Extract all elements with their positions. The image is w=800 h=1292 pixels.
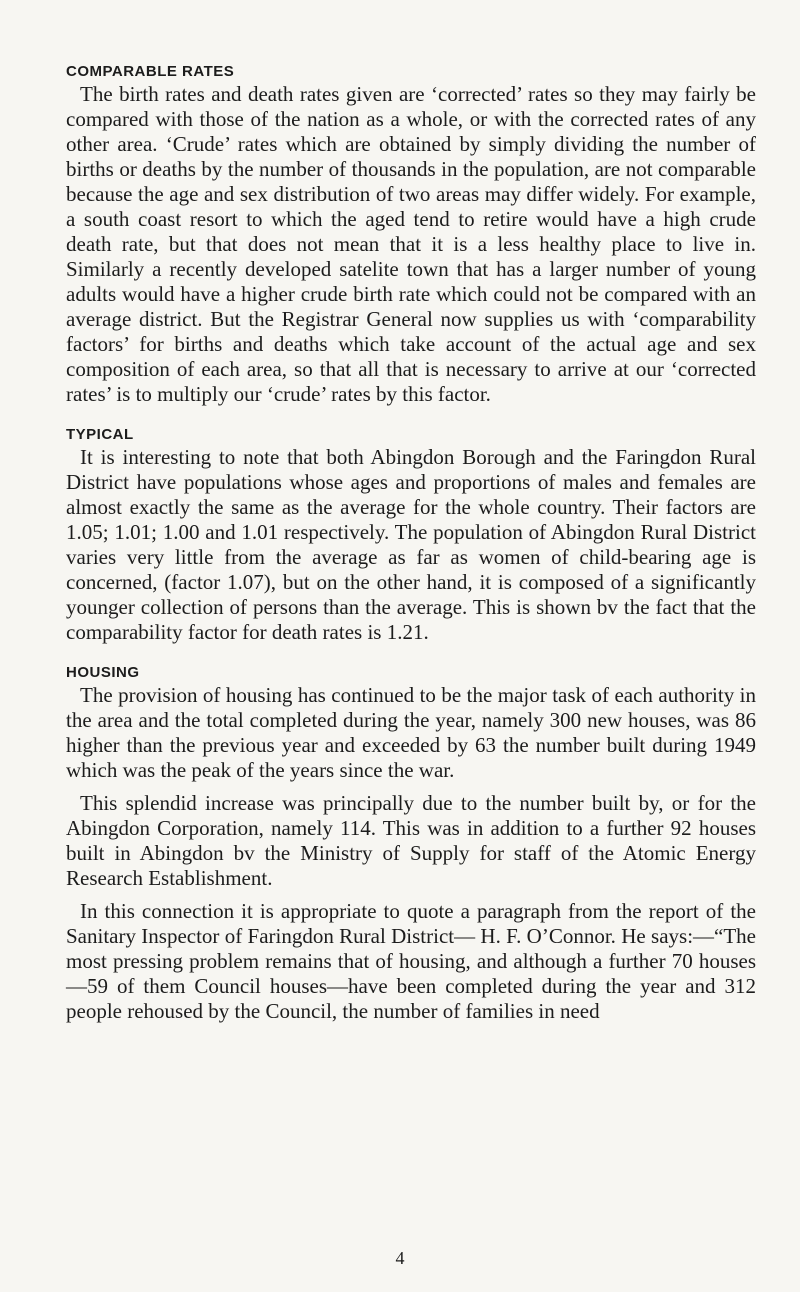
section-heading: TYPICAL bbox=[66, 426, 134, 443]
page-number: 4 bbox=[395, 1248, 405, 1268]
paragraph: The birth rates and death rates given are ‘corrected’ rates so they may fairly be compared with those of the nation as a whole, or with the corrected rates of any other area. ‘Crude’ rates which are obtained by simply dividing the number of births or deaths by the number of thousands in the population, are not comparable because the age and sex distribution of two areas may differ widely. For example, a south coast resort to which the aged tend to retire would have a high crude death rate, but that does not mean that it is a less healthy place to live in. Similarly a recently developed satelite town that has a larger number of young adults would have a higher crude birth rate which could not be compared with an average district. But the Registrar General now supplies us with ‘comparability factors’ for births and deaths which take account of the actual age and sex composition of each area, so that all that is necessary to arrive at our ‘corrected rates’ is to multiply our ‘crude’ rates by this factor. bbox=[66, 82, 756, 406]
section-comparable-rates bbox=[66, 62, 756, 407]
document-page bbox=[66, 62, 756, 1042]
section-heading: COMPARABLE RATES bbox=[66, 63, 235, 80]
section-typical bbox=[66, 425, 756, 645]
section-heading: HOUSING bbox=[66, 664, 140, 681]
paragraph: This splendid increase was principally due to the number built by, or for the Abingdon Corporation, namely 114. This was in addition to a further 92 houses built in Abingdon bv the Ministry of Supply for staff of the Atomic Energy Research Establishment. bbox=[66, 791, 756, 890]
section-housing bbox=[66, 663, 756, 1024]
paragraph: It is interesting to note that both Abingdon Borough and the Faringdon Rural District have populations whose ages and proportions of males and females are almost exactly the same as the average for the whole country. Their factors are 1.05; 1.01; 1.00 and 1.01 respectively. The population of Abingdon Rural District varies very little from the average as far as women of child-bearing age is concerned, (factor 1.07), but on the other hand, it is composed of a significantly younger collection of persons than the average. This is shown bv the fact that the comparability factor for death rates is 1.21. bbox=[66, 445, 756, 644]
paragraph: In this connection it is appropriate to quote a paragraph from the report of the Sanitary Inspector of Faringdon Rural District— H. F. O’Connor. He says:—“The most pressing problem remains that of housing, and although a further 70 houses—59 of them Council houses—have been completed during the year and 312 people rehoused by the Council, the number of families in need bbox=[66, 899, 756, 1023]
paragraph: The provision of housing has continued to be the major task of each authority in the area and the total completed during the year, namely 300 new houses, was 86 higher than the previous year and exceeded by 63 the number built during 1949 which was the peak of the years since the war. bbox=[66, 683, 756, 782]
